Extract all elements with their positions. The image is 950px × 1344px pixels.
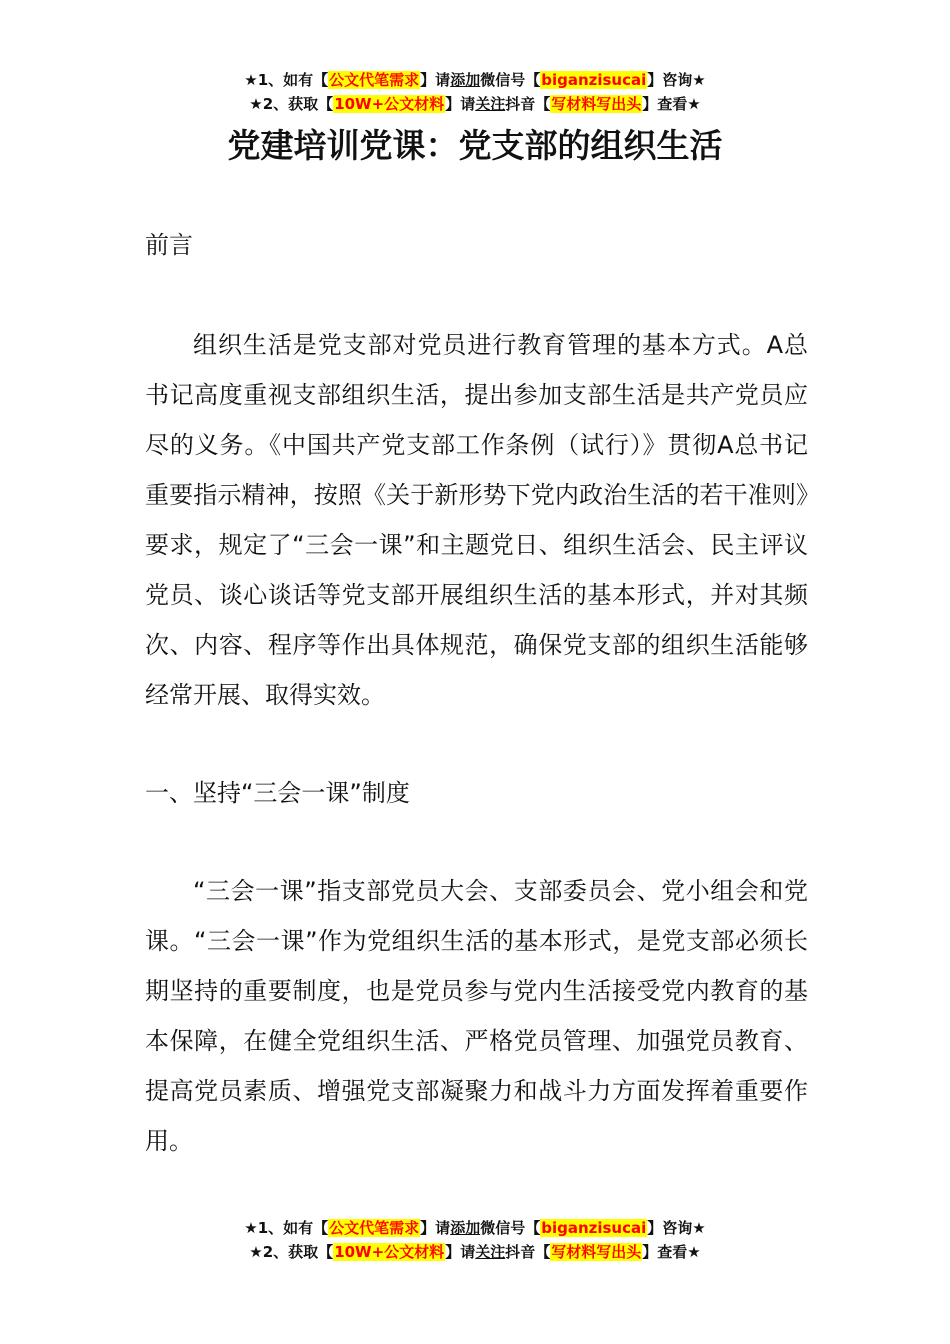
promo-line-1-prefix: ★1、如有【 xyxy=(244,1219,329,1237)
promo-line-1-mid1: 】请 xyxy=(420,1219,451,1237)
promo-line-1 xyxy=(0,1216,950,1240)
promo-line-2-mid2: 抖音【 xyxy=(505,1243,551,1261)
promo-highlight-service: 公文代笔需求 xyxy=(329,71,420,89)
promo-line-1-suffix: 】咨询★ xyxy=(647,1219,706,1237)
promo-highlight-wechat-id: biganzisucai xyxy=(541,1219,647,1237)
promo-highlight-service: 公文代笔需求 xyxy=(329,1219,420,1237)
bottom-promo-banner xyxy=(0,1216,950,1264)
section-1-paragraph: “三会一课”指支部党员大会、支部委员会、党小组会和党课。“三会一课”作为党组织生活的基本形式，是党支部必须长期坚持的重要制度，也是党员参与党内生活接受党内教育的基本保障，在健全党组织生活、严格党员管理、加强党员教育、提高党员素质、增强党支部凝聚力和战斗力方面发挥着重要作用。 xyxy=(145,877,808,1155)
promo-line-2-prefix: ★2、获取【 xyxy=(249,1243,334,1261)
promo-line-2 xyxy=(0,92,950,116)
document-title: 党建培训党课：党支部的组织生活 xyxy=(227,126,723,165)
preface-paragraph: 组织生活是党支部对党员进行教育管理的基本方式。A总书记高度重视支部组织生活，提出参加支部生活是共产党员应尽的义务。《中国共产党支部工作条例（试行）》贯彻A总书记重要指示精神，按照《关于新形势下党内政治生活的若干准则》要求，规定了“三会一课”和主题党日、组织生活会、民主评议党员、谈心谈话等党支部开展组织生活的基本形式，并对其频次、内容、程序等作出具体规范，确保党支部的组织生活能够经常开展、取得实效。 xyxy=(145,331,808,709)
promo-line-1 xyxy=(0,68,950,92)
promo-line-1-mid2: 微信号【 xyxy=(480,1219,541,1237)
promo-line-2-suffix: 】查看★ xyxy=(642,95,701,113)
promo-highlight-materials: 10W+公文材料 xyxy=(334,95,445,113)
promo-line-1-mid2: 微信号【 xyxy=(480,71,541,89)
top-promo-banner xyxy=(0,68,950,116)
promo-underlined-follow: 关注 xyxy=(475,1243,506,1261)
promo-line-2-suffix: 】查看★ xyxy=(642,1243,701,1261)
promo-highlight-douyin-account: 写材料写出头 xyxy=(551,1243,642,1261)
promo-line-2-prefix: ★2、获取【 xyxy=(249,95,334,113)
promo-underlined-follow: 关注 xyxy=(475,95,506,113)
promo-line-2-mid1: 】请 xyxy=(445,95,476,113)
promo-underlined-add: 添加 xyxy=(450,71,481,89)
section-1-heading: 一、坚持“三会一课”制度 xyxy=(145,779,410,807)
promo-line-1-mid1: 】请 xyxy=(420,71,451,89)
preface-heading: 前言 xyxy=(145,231,193,259)
promo-highlight-materials: 10W+公文材料 xyxy=(334,1243,445,1261)
promo-highlight-douyin-account: 写材料写出头 xyxy=(551,95,642,113)
promo-line-2 xyxy=(0,1240,950,1264)
promo-line-2-mid2: 抖音【 xyxy=(505,95,551,113)
promo-underlined-add: 添加 xyxy=(450,1219,481,1237)
promo-highlight-wechat-id: biganzisucai xyxy=(541,71,647,89)
promo-line-2-mid1: 】请 xyxy=(445,1243,476,1261)
promo-line-1-suffix: 】咨询★ xyxy=(647,71,706,89)
promo-line-1-prefix: ★1、如有【 xyxy=(244,71,329,89)
